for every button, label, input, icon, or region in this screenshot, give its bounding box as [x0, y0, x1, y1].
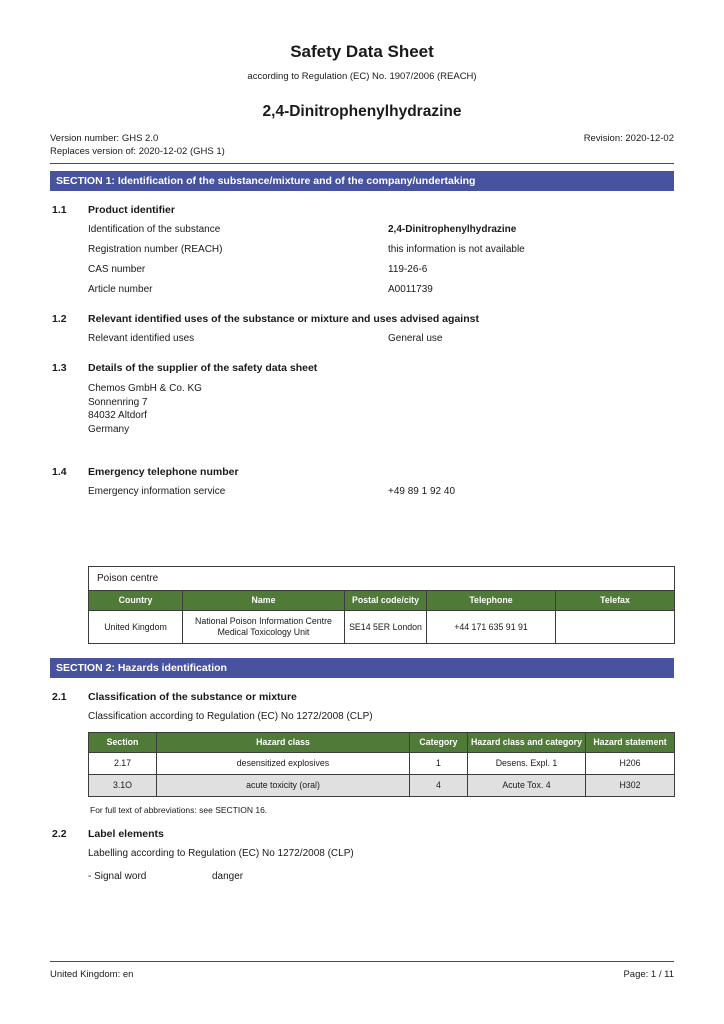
signal-word-row	[88, 871, 674, 882]
replaces-version: Replaces version of: 2020-12-02 (GHS 1)	[50, 146, 225, 157]
identified-uses-rows	[88, 329, 674, 349]
table-cell: 4	[410, 775, 468, 797]
column-header: Name	[183, 591, 345, 611]
kv-label: Emergency information service	[88, 486, 226, 497]
version-info-row	[50, 132, 674, 158]
subsection-title: Classification of the substance or mixture	[88, 691, 297, 703]
abbreviations-note: For full text of abbreviations: see SECTION 16.	[90, 805, 268, 815]
subsection-1-2	[50, 313, 674, 325]
column-header: Section	[89, 733, 157, 753]
supplier-address	[88, 382, 674, 436]
version-info-left	[50, 132, 225, 158]
document-title: Safety Data Sheet	[290, 42, 434, 61]
address-line: Germany	[88, 423, 130, 435]
footer-language: United Kingdom: en	[50, 969, 134, 980]
kv-value: A0011739	[388, 284, 433, 295]
kv-row	[88, 220, 674, 240]
table-cell: 3.1O	[89, 775, 157, 797]
column-header: Hazard class and category	[468, 733, 586, 753]
kv-label: Relevant identified uses	[88, 333, 195, 344]
subsection-number: 1.1	[52, 204, 67, 216]
address-line: 84032 Altdorf	[88, 410, 147, 421]
section-1-header: SECTION 1: Identification of the substance/mixture and of the company/undertaking	[50, 171, 674, 191]
table-cell: H206	[586, 753, 675, 775]
subsection-1-3	[50, 362, 674, 374]
column-header: Category	[410, 733, 468, 753]
table-cell: desensitized explosives	[157, 753, 410, 775]
kv-row	[88, 482, 674, 502]
subsection-2-1	[50, 691, 674, 703]
subsection-title: Relevant identified uses of the substance or mixture and uses advised against	[88, 313, 479, 325]
revision-date: Revision: 2020-12-02	[583, 133, 674, 144]
header-divider	[50, 163, 674, 164]
subsection-1-4	[50, 466, 674, 478]
kv-row	[88, 329, 674, 349]
table-cell	[556, 611, 675, 644]
table-row	[89, 775, 675, 797]
table-cell: H302	[586, 775, 675, 797]
subsection-title: Label elements	[88, 828, 164, 840]
page-footer	[50, 961, 674, 980]
table-row	[89, 753, 675, 775]
subsection-number: 1.4	[52, 466, 67, 478]
kv-label: Identification of the substance	[88, 224, 221, 235]
column-header: Hazard class	[157, 733, 410, 753]
kv-value: General use	[388, 333, 443, 344]
subsection-title: Emergency telephone number	[88, 466, 239, 478]
subsection-number: 1.2	[52, 313, 67, 325]
poison-centre-table	[88, 566, 675, 644]
kv-row	[88, 260, 674, 280]
kv-row	[88, 240, 674, 260]
table-cell: 2.17	[89, 753, 157, 775]
subsection-title: Details of the supplier of the safety data sheet	[88, 362, 318, 374]
section-2-header: SECTION 2: Hazards identification	[50, 658, 674, 678]
table-header-row	[89, 591, 675, 611]
subsection-title: Product identifier	[88, 204, 175, 216]
kv-value: this information is not available	[388, 244, 525, 255]
subsection-number: 1.3	[52, 362, 67, 374]
table-cell: Desens. Expl. 1	[468, 753, 586, 775]
signal-word-label: - Signal word	[88, 871, 147, 882]
column-header: Telephone	[427, 591, 556, 611]
product-identifier-rows	[88, 220, 674, 300]
classification-note: Classification according to Regulation (EC) No 1272/2008 (CLP)	[88, 711, 373, 722]
table-cell: National Poison Information Centre Medical Toxicology Unit	[183, 611, 345, 644]
subsection-number: 2.2	[52, 828, 67, 840]
emergency-rows	[88, 482, 674, 502]
document-subtitle: according to Regulation (EC) No. 1907/2006 (REACH)	[247, 71, 477, 82]
kv-label: CAS number	[88, 264, 146, 275]
table-cell: SE14 5ER London	[345, 611, 427, 644]
table-header-row	[89, 733, 675, 753]
column-header: Telefax	[556, 591, 675, 611]
table-cell: United Kingdom	[89, 611, 183, 644]
subsection-number: 2.1	[52, 691, 67, 703]
product-name: 2,4-Dinitrophenylhydrazine	[262, 103, 462, 120]
table-caption: Poison centre	[89, 567, 675, 591]
column-header: Postal code/city	[345, 591, 427, 611]
kv-value: 119-26-6	[388, 264, 428, 275]
kv-value: +49 89 1 92 40	[388, 486, 456, 497]
footer-page-number: Page: 1 / 11	[623, 969, 674, 980]
subsection-1-1	[50, 204, 674, 216]
address-line: Sonnenring 7	[88, 396, 148, 408]
column-header: Hazard statement	[586, 733, 675, 753]
table-cell: +44 171 635 91 91	[427, 611, 556, 644]
subsection-2-2	[50, 828, 674, 840]
table-row	[89, 611, 675, 644]
table-cell: 1	[410, 753, 468, 775]
kv-row	[88, 280, 674, 300]
table-cell: acute toxicity (oral)	[157, 775, 410, 797]
kv-label: Article number	[88, 284, 153, 295]
labelling-note: Labelling according to Regulation (EC) No 1272/2008 (CLP)	[88, 848, 354, 859]
table-cell: Acute Tox. 4	[468, 775, 586, 797]
version-number: Version number: GHS 2.0	[50, 133, 159, 144]
kv-value: 2,4-Dinitrophenylhydrazine	[388, 224, 517, 235]
signal-word-value: danger	[212, 871, 244, 882]
column-header: Country	[89, 591, 183, 611]
hazard-classification-table	[88, 732, 675, 797]
table-caption-row	[89, 567, 675, 591]
kv-label: Registration number (REACH)	[88, 244, 223, 255]
address-line: Chemos GmbH & Co. KG	[88, 383, 202, 394]
